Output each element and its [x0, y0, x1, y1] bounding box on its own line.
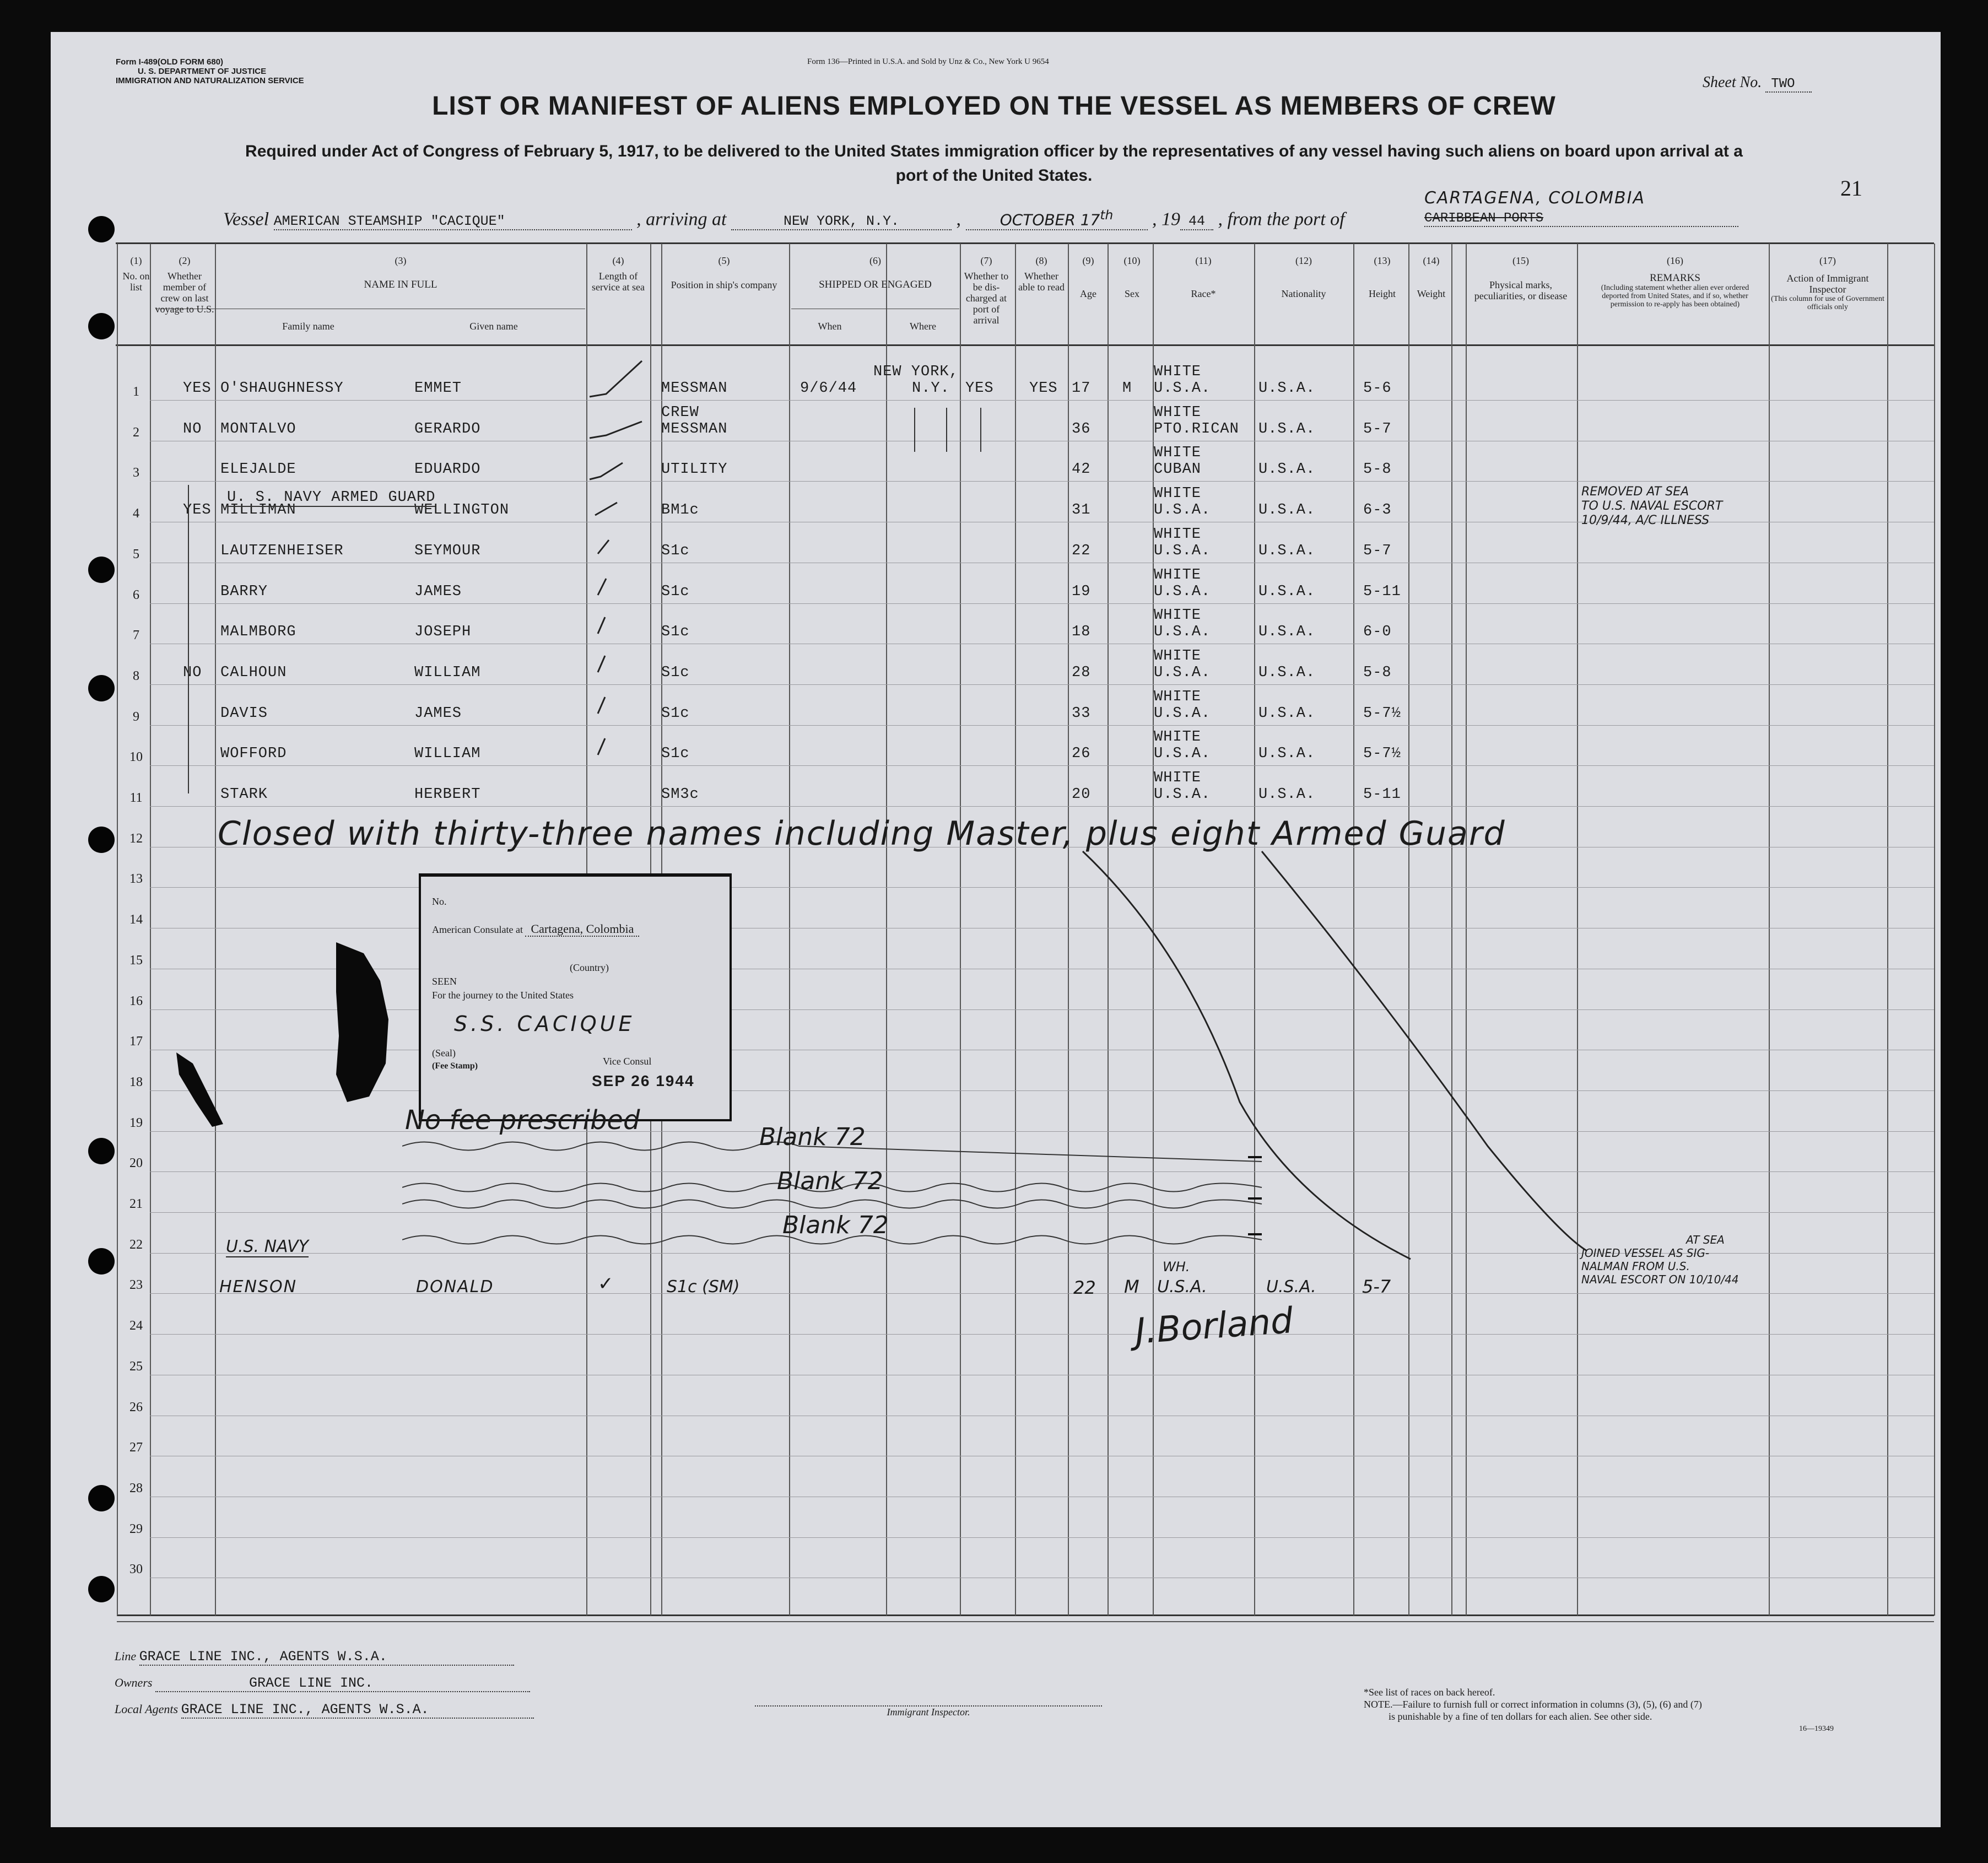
- page-number: 21: [1840, 176, 1862, 201]
- col3-header: (3) NAME IN FULL: [364, 255, 437, 290]
- row-number: 10: [129, 750, 143, 764]
- subtitle-line-1: Required under Act of Congress of February 5, 1917, to be delivered to the United States immigration officer by the representatives of any vessel having such aliens on board upon arrival at a: [245, 142, 1743, 160]
- row-number: 11: [129, 791, 143, 805]
- cell-race-top: WHITE: [1154, 485, 1202, 502]
- row-number: 27: [129, 1440, 143, 1455]
- row-number: 16: [129, 994, 143, 1008]
- stamp-consulate: American Consulate at Cartagena, Colombia: [432, 922, 639, 936]
- navy-label: U.S. NAVY: [226, 1237, 309, 1256]
- cell-given: EDUARDO: [414, 461, 481, 478]
- col2-header: (2) Whether member of crew on last voyage to U.S.: [155, 255, 214, 315]
- row-number: 6: [133, 588, 139, 602]
- immigrant-inspector-label: Immigrant Inspector.: [755, 1705, 1102, 1718]
- cell-race-top: WHITE: [1154, 689, 1202, 705]
- row-number: 30: [129, 1562, 143, 1576]
- cell-when: 9/6/44: [800, 380, 857, 397]
- printer-note: Form 136—Printed in U.S.A. and Sold by Unz & Co., New York U 9654: [807, 57, 1049, 66]
- footer-owners: Owners GRACE LINE INC.: [115, 1675, 530, 1692]
- cell-age: 22: [1072, 543, 1091, 559]
- cell-family: MALMBORG: [220, 624, 296, 640]
- cell-race-top: WHITE: [1154, 567, 1202, 584]
- cell-race-top: WHITE: [1154, 770, 1202, 786]
- cell-height: 5-7: [1363, 421, 1392, 438]
- col6-header: (6) SHIPPED OR ENGAGED: [819, 255, 932, 290]
- arriving-label: , arriving at: [636, 209, 727, 230]
- henson-age: 22: [1073, 1277, 1096, 1298]
- row-number: 18: [129, 1075, 143, 1089]
- col1-header: (1) No. on list: [122, 255, 150, 293]
- where-header: Where: [910, 321, 936, 332]
- cell-nationality: U.S.A.: [1258, 705, 1316, 722]
- blank-mark: Blank 72: [759, 1123, 866, 1151]
- arrival-port: NEW YORK, N.Y.: [731, 213, 952, 230]
- cell-age: 31: [1072, 502, 1091, 519]
- cell-sex: M: [1122, 380, 1132, 397]
- row-number: 26: [129, 1400, 143, 1414]
- cell-nationality: U.S.A.: [1258, 461, 1316, 478]
- stamp-consulate-place: Cartagena, Colombia: [525, 922, 639, 937]
- cell-age: 19: [1072, 584, 1091, 600]
- col11-header: (11) Race*: [1191, 255, 1216, 299]
- arrival-year: 44: [1180, 213, 1213, 230]
- vessel-line: Vessel AMERICAN STEAMSHIP "CACIQUE" , arriving at NEW YORK, N.Y. , OCTOBER 17th , 19 44 , from the port of: [223, 207, 1345, 230]
- cell-nationality: U.S.A.: [1258, 665, 1316, 681]
- cell-position: UTILITY: [661, 461, 728, 478]
- cell-race: U.S.A.: [1154, 665, 1211, 681]
- cell-age: 18: [1072, 624, 1091, 640]
- cell-position: BM1c: [661, 502, 699, 519]
- cell-age: 26: [1072, 746, 1091, 762]
- cell-race: U.S.A.: [1154, 380, 1211, 397]
- row-number: 15: [129, 953, 143, 968]
- form-code: 16—19349: [1799, 1725, 1834, 1733]
- cell-given: JAMES: [414, 584, 462, 600]
- stamp-seen: SEEN: [432, 976, 457, 987]
- cell-height: 5-7½: [1363, 746, 1401, 762]
- cell-race: PTO.RICAN: [1154, 421, 1239, 438]
- cell-prev: YES: [183, 380, 212, 397]
- cell-position: SM3c: [661, 786, 699, 803]
- cell-given: GERARDO: [414, 421, 481, 438]
- row-number: 2: [133, 425, 139, 440]
- armed-guard-label: U. S. NAVY ARMED GUARD: [227, 489, 436, 506]
- cell-position: S1c: [661, 624, 690, 640]
- henson-race: U.S.A.: [1157, 1277, 1207, 1297]
- cell-given: WILLIAM: [414, 746, 481, 762]
- stamp-date: SEP 26 1944: [592, 1072, 695, 1089]
- cell-height: 5-11: [1363, 786, 1401, 803]
- cell-age: 17: [1072, 380, 1091, 397]
- henson-height: 5-7: [1362, 1276, 1391, 1297]
- cell-height: 6-3: [1363, 502, 1392, 519]
- cell-height: 5-7½: [1363, 705, 1401, 722]
- cell-race: U.S.A.: [1154, 543, 1211, 559]
- row-number: 4: [133, 506, 139, 521]
- date-suffix: th: [1100, 207, 1114, 223]
- cell-age: 36: [1072, 421, 1091, 438]
- cell-family: CALHOUN: [220, 665, 287, 681]
- row-number: 13: [129, 872, 143, 886]
- cell-race: U.S.A.: [1154, 705, 1211, 722]
- when-header: When: [818, 321, 842, 332]
- row-number: 19: [129, 1116, 143, 1130]
- inspector-signature: J.Borland: [1133, 1300, 1295, 1352]
- cell-race-top: WHITE: [1154, 648, 1202, 665]
- cell-where: N.Y.: [912, 380, 950, 397]
- cell-family: ELEJALDE: [220, 461, 296, 478]
- footer-line-value: GRACE LINE INC., AGENTS W.S.A.: [139, 1649, 514, 1666]
- closing-note: Closed with thirty-three names including Master, plus eight Armed Guard: [218, 814, 1506, 853]
- cell-nationality: U.S.A.: [1258, 421, 1316, 438]
- row-number: 22: [129, 1238, 143, 1252]
- col14-header: (14) Weight: [1417, 255, 1446, 299]
- cell-nationality: U.S.A.: [1258, 624, 1316, 640]
- subtitle-line-2: port of the United States.: [895, 166, 1093, 185]
- row-number: 7: [133, 628, 139, 642]
- cell-where-top: NEW YORK,: [873, 364, 959, 380]
- henson-race-top: WH.: [1163, 1259, 1190, 1275]
- page-title: LIST OR MANIFEST OF ALIENS EMPLOYED ON THE VESSEL AS MEMBERS OF CREW: [432, 91, 1556, 121]
- cell-given: HERBERT: [414, 786, 481, 803]
- cell-position: S1c: [661, 665, 690, 681]
- cell-race-top: WHITE: [1154, 729, 1202, 746]
- col5-header: (5) Position in ship's company: [671, 255, 777, 290]
- cell-race: U.S.A.: [1154, 624, 1211, 640]
- cell-family: BARRY: [220, 584, 268, 600]
- cell-given: JOSEPH: [414, 624, 472, 640]
- from-port-handwritten: CARTAGENA, COLOMBIA: [1424, 188, 1646, 208]
- stamp-journey: For the journey to the United States: [432, 990, 574, 1001]
- cell-race-top: WHITE: [1154, 526, 1202, 543]
- cell-prev: YES: [183, 502, 212, 519]
- department: U. S. DEPARTMENT OF JUSTICE: [138, 67, 267, 76]
- row-number: 25: [129, 1359, 143, 1374]
- cell-family: LAUTZENHEISER: [220, 543, 344, 559]
- henson-check-icon: ✓: [598, 1273, 614, 1295]
- service-name: IMMIGRATION AND NATURALIZATION SERVICE: [116, 76, 304, 85]
- cell-age: 33: [1072, 705, 1091, 722]
- henson-nationality: U.S.A.: [1266, 1277, 1316, 1297]
- henson-sex: M: [1124, 1276, 1139, 1297]
- cell-race-top: WHITE: [1154, 404, 1202, 421]
- cell-age: 28: [1072, 665, 1091, 681]
- cell-race-top: WHITE: [1154, 607, 1202, 624]
- row-number: 21: [129, 1197, 143, 1211]
- form-number: Form I-489(OLD FORM 680): [116, 57, 224, 67]
- cell-given: SEYMOUR: [414, 543, 481, 559]
- year-prefix: , 19: [1152, 209, 1180, 230]
- cell-race: U.S.A.: [1154, 786, 1211, 803]
- cell-given: JAMES: [414, 705, 462, 722]
- col9-header: (9) Age: [1080, 255, 1096, 299]
- stamp-no: No.: [432, 896, 447, 907]
- cell-height: 5-7: [1363, 543, 1392, 559]
- row-number: 9: [133, 710, 139, 724]
- cell-position: S1c: [661, 705, 690, 722]
- cell-nationality: U.S.A.: [1258, 746, 1316, 762]
- cell-family: STARK: [220, 786, 268, 803]
- col4-header: (4) Length of service at sea: [592, 255, 645, 293]
- no-fee-note: No fee prescribed: [405, 1105, 640, 1136]
- blank-mark: Blank 72: [777, 1167, 883, 1195]
- col12-header: (12) Nationality: [1281, 255, 1326, 299]
- cell-nationality: U.S.A.: [1258, 502, 1316, 519]
- cell-family: MONTALVO: [220, 421, 296, 438]
- cell-race-top: WHITE: [1154, 364, 1202, 380]
- cell-height: 5-8: [1363, 665, 1392, 681]
- cell-given: WILLIAM: [414, 665, 481, 681]
- given-name-header: Given name: [469, 321, 518, 332]
- row-number: 14: [129, 912, 143, 927]
- cell-nationality: U.S.A.: [1258, 380, 1316, 397]
- cell-given: EMMET: [414, 380, 462, 397]
- row-number: 28: [129, 1481, 143, 1495]
- row-number: 1: [133, 385, 139, 399]
- cell-height: 6-0: [1363, 624, 1392, 640]
- cell-prev: NO: [183, 665, 202, 681]
- cell-age: 20: [1072, 786, 1091, 803]
- cell-family: WOFFORD: [220, 746, 287, 762]
- henson-position: S1c (SM): [667, 1277, 740, 1297]
- col17-header: (17) Action of Immigrant Inspector (This column for use of Government officials only: [1771, 255, 1884, 311]
- stamp-country: (Country): [570, 962, 609, 973]
- cell-race: U.S.A.: [1154, 502, 1211, 519]
- col8-header: (8) Whether able to read: [1018, 255, 1065, 293]
- cell-position-top: CREW: [661, 404, 699, 421]
- sheet-value: TWO: [1765, 77, 1811, 93]
- stamp-vice-consul: Vice Consul: [603, 1056, 652, 1067]
- footer-agents-value: GRACE LINE INC., AGENTS W.S.A.: [181, 1702, 534, 1719]
- from-port-typed: CARIBBEAN PORTS: [1424, 211, 1738, 227]
- cell-family: O'SHAUGHNESSY: [220, 380, 344, 397]
- cell-family: DAVIS: [220, 705, 268, 722]
- cell-family: MILLIMAN: [220, 502, 296, 519]
- cell-read: YES: [1029, 380, 1058, 397]
- footer-notes: *See list of races on back hereof. NOTE.—Failure to furnish full or correct information in columns (3), (5), (6) and (7) is punishable by a fine of ten dollars for each alien. See other side.: [1364, 1687, 1702, 1722]
- cell-race: U.S.A.: [1154, 584, 1211, 600]
- footer-line: Line GRACE LINE INC., AGENTS W.S.A.: [115, 1649, 514, 1666]
- row-number: 8: [133, 669, 139, 683]
- row-number: 12: [129, 831, 143, 846]
- cell-given: WELLINGTON: [414, 502, 510, 519]
- henson-family-name: HENSON: [219, 1277, 298, 1297]
- cell-position: S1c: [661, 543, 690, 559]
- remark-row-23: AT SEA JOINED VESSEL AS SIG- NALMAN FROM U.S. NAVAL ESCORT ON 10/10/44: [1581, 1233, 1739, 1286]
- row-number: 24: [129, 1319, 143, 1333]
- family-name-header: Family name: [282, 321, 334, 332]
- row-number: 5: [133, 547, 139, 561]
- col16-header: (16) REMARKS (Including statement whether alien ever ordered deported from United States, and if so, whether permission to re-apply has been obtained): [1601, 255, 1749, 309]
- vessel-label: Vessel: [223, 209, 269, 230]
- cell-race: CUBAN: [1154, 461, 1202, 478]
- row-number: 3: [133, 466, 139, 480]
- cell-height: 5-11: [1363, 584, 1401, 600]
- cell-race-top: WHITE: [1154, 445, 1202, 461]
- arrival-date: OCTOBER 17: [1000, 210, 1100, 229]
- cell-position: MESSMAN: [661, 421, 728, 438]
- sheet-label: Sheet No.: [1703, 74, 1762, 91]
- stamp-fee: (Fee Stamp): [432, 1061, 478, 1071]
- stamp-ship: S.S. CACIQUE: [454, 1012, 635, 1036]
- cell-position: S1c: [661, 746, 690, 762]
- cell-race: U.S.A.: [1154, 746, 1211, 762]
- remark-row-3: REMOVED AT SEA TO U.S. NAVAL ESCORT 10/9/44, A/C ILLNESS: [1581, 485, 1723, 527]
- cell-nationality: U.S.A.: [1258, 543, 1316, 559]
- blank-mark: Blank 72: [782, 1211, 889, 1239]
- cell-prev: NO: [183, 421, 202, 438]
- col10-header: (10) Sex: [1123, 255, 1141, 299]
- footer-owners-value: GRACE LINE INC.: [155, 1675, 530, 1692]
- stamp-seal: (Seal): [432, 1047, 456, 1059]
- cell-height: 5-6: [1363, 380, 1392, 397]
- cell-discharged: YES: [965, 380, 994, 397]
- footer-agents: Local Agents GRACE LINE INC., AGENTS W.S.A.: [115, 1702, 534, 1719]
- cell-height: 5-8: [1363, 461, 1392, 478]
- row-number: 23: [129, 1278, 143, 1292]
- henson-given-name: DONALD: [416, 1277, 494, 1297]
- row-number: 20: [129, 1156, 143, 1170]
- col15-header: (15) Physical marks, peculiarities, or disease: [1474, 255, 1568, 301]
- col7-header: (7) Whether to be dis-charged at port of arrival: [964, 255, 1009, 326]
- cell-age: 42: [1072, 461, 1091, 478]
- cell-nationality: U.S.A.: [1258, 786, 1316, 803]
- row-number: 17: [129, 1034, 143, 1049]
- cell-nationality: U.S.A.: [1258, 584, 1316, 600]
- from-label: , from the port of: [1218, 209, 1345, 230]
- cell-position: MESSMAN: [661, 380, 728, 397]
- vessel-name: AMERICAN STEAMSHIP "CACIQUE": [274, 213, 632, 230]
- col13-header: (13) Height: [1369, 255, 1396, 299]
- cell-position: S1c: [661, 584, 690, 600]
- row-number: 29: [129, 1522, 143, 1536]
